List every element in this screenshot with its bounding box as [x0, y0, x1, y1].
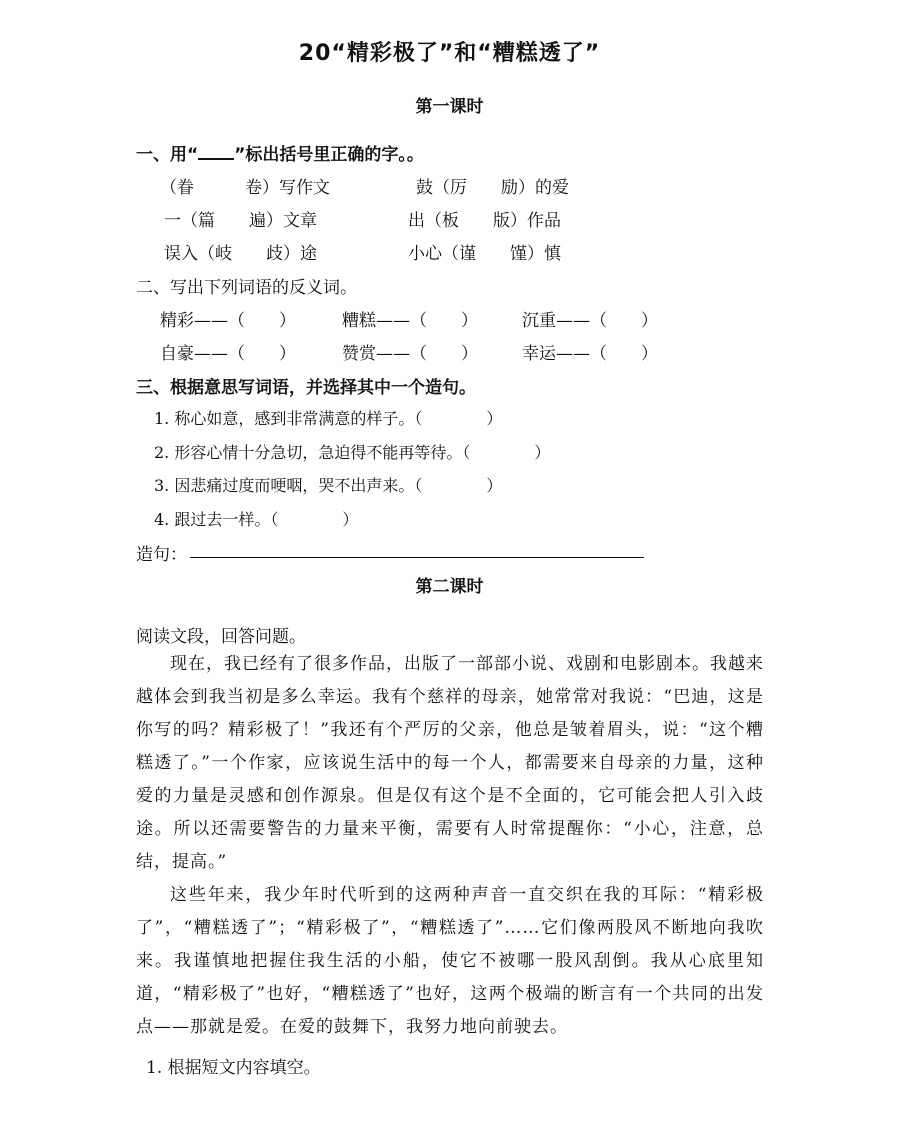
lesson-two-heading: 第二课时: [415, 577, 484, 597]
section-two-heading: 二、写出下列词语的反义词。: [136, 278, 357, 298]
question-one: 1. 根据短文内容填空。: [146, 1058, 321, 1078]
antonym-item: 沉重——（ ）: [522, 311, 658, 331]
definition-item: 1. 称心如意，感到非常满意的样子。（ ）: [154, 409, 503, 428]
sentence-answer-line[interactable]: [190, 557, 644, 558]
section-one-heading-pre: 一、用“: [136, 145, 199, 165]
reading-paragraph-2: 这些年来，我少年时代听到的这两种声音一直交织在我的耳际：“精彩极了”，“糟糕透了”；“精彩极了”，“糟糕透了”……它们像两股风不断地向我吹来。我谨慎地把握住我生活的小船，使它不被哪一股风刮倒。我从心底里知道，“精彩极了”也好，“糟糕透了”也好，这两个极端的断言有一个共同的出发点——那就是爱。在爱的鼓舞下，我努力地向前驶去。: [136, 885, 764, 1037]
choice-item: 一（篇 遍）文章: [164, 211, 317, 231]
choice-item: 小心（谨 馑）慎: [408, 244, 561, 264]
antonym-item: 幸运——（ ）: [522, 344, 658, 364]
section-one-heading-post: ”标出括号里正确的字。。: [234, 145, 424, 165]
definition-item: 3. 因悲痛过度而哽咽，哭不出声来。（ ）: [154, 476, 503, 495]
choice-item: 误入（岐 歧）途: [164, 244, 317, 264]
choice-item: 出（板 版）作品: [408, 211, 561, 231]
section-one-heading: [136, 140, 424, 165]
reading-heading: 阅读文段，回答问题。: [136, 627, 306, 647]
underline-mark: [198, 144, 234, 160]
antonym-item: 精彩——（ ）: [160, 311, 296, 331]
choice-item: 鼓（厉 励）的爱: [416, 178, 569, 198]
antonym-item: 自豪——（ ）: [160, 344, 296, 364]
definition-item: 2. 形容心情十分急切，急迫得不能再等待。（ ）: [154, 443, 551, 462]
definition-item: 4. 跟过去一样。（ ）: [154, 510, 359, 529]
lesson-one-heading: 第一课时: [415, 97, 484, 117]
sentence-label: 造句：: [136, 545, 187, 565]
antonym-item: 糟糕——（ ）: [342, 311, 478, 331]
page-title: 20“精彩极了”和“糟糕透了”: [298, 41, 601, 66]
section-three-heading: 三、根据意思写词语，并选择其中一个造句。: [136, 378, 476, 398]
reading-paragraph-1: 现在，我已经有了很多作品，出版了一部部小说、戏剧和电影剧本。我越来越体会到我当初是多么幸运。我有个慈祥的母亲，她常常对我说：“巴迪，这是你写的吗？精彩极了！”我还有个严厉的父亲，他总是皱着眉头，说：“这个糟糕透了。”一个作家，应该说生活中的每一个人，都需要来自母亲的力量，这种爱的力量是灵感和创作源泉。但是仅有这个是不全面的，它可能会把人引入歧途。所以还需要警告的力量来平衡，需要有人时常提醒你：“小心，注意，总结，提高。”: [136, 654, 764, 872]
antonym-item: 赞赏——（ ）: [342, 344, 478, 364]
choice-item: （眷 卷）写作文: [160, 178, 330, 198]
